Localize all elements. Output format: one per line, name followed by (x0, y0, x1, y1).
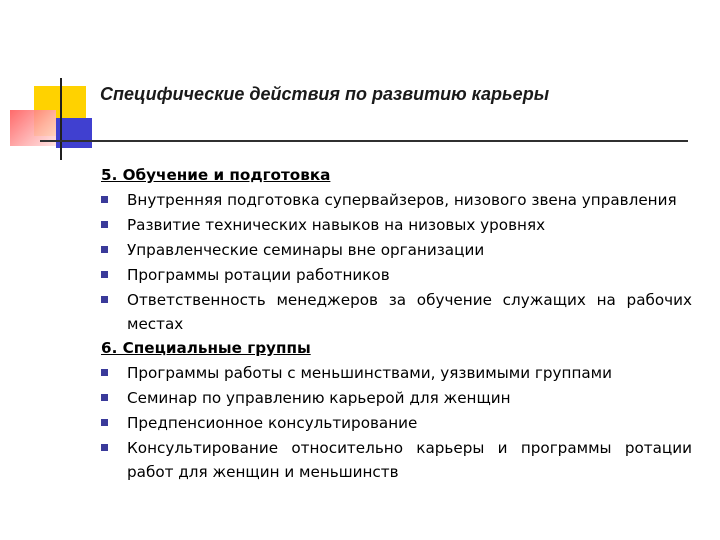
list-item: Внутренняя подготовка супервайзеров, низового звена управления (101, 188, 692, 213)
square-bullet-icon (101, 196, 108, 203)
list-item: Программы работы с меньшинствами, уязвимыми группами (101, 361, 692, 386)
list-item: Предпенсионное консультирование (101, 411, 692, 436)
list-item: Программы ротации работников (101, 263, 692, 288)
square-bullet-icon (101, 246, 108, 253)
list-item: Консультирование относительно карьеры и программы ротации работ для женщин и меньшинств (101, 436, 692, 484)
list-item: Управленческие семинары вне организации (101, 238, 692, 263)
slide-title: Специфические действия по развитию карьеры (100, 84, 550, 104)
list-item: Развитие технических навыков на низовых уровнях (101, 213, 692, 238)
vertical-rule (60, 78, 62, 160)
square-bullet-icon (101, 444, 108, 451)
square-bullet-icon (101, 296, 108, 303)
square-bullet-icon (101, 394, 108, 401)
slide-body (101, 163, 692, 484)
section-heading-training: 5. Обучение и подготовка (101, 166, 331, 184)
square-bullet-icon (101, 369, 108, 376)
square-bullet-icon (101, 419, 108, 426)
list-item: Ответственность менеджеров за обучение служащих на рабочих местах (101, 288, 692, 336)
square-bullet-icon (101, 221, 108, 228)
square-bullet-icon (101, 271, 108, 278)
list-item: Семинар по управлению карьерой для женщин (101, 386, 692, 411)
title-underline-rule (40, 140, 688, 142)
section-heading-special-groups: 6. Специальные группы (101, 339, 311, 357)
